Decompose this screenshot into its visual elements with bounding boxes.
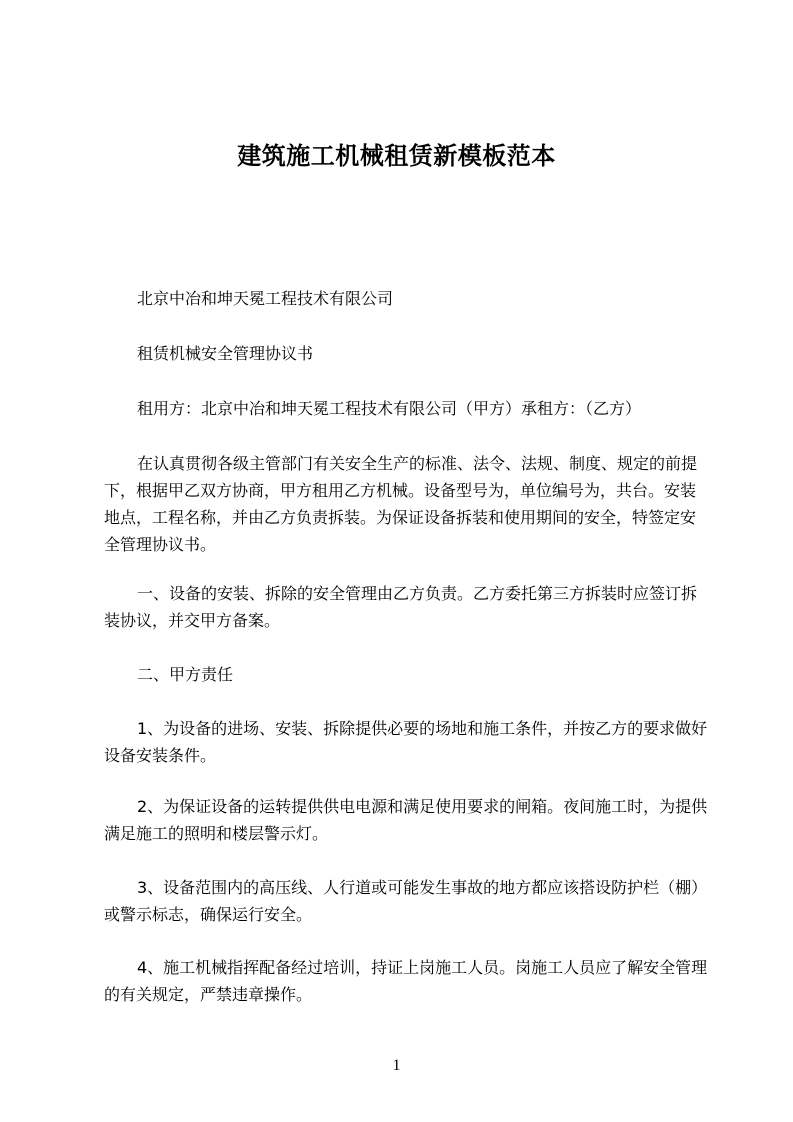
- paragraph-line: 1、为设备的进场、安装、拆除提供必要的场地和施工条件，并按乙方的要求做好: [137, 719, 708, 738]
- paragraph-line: 3、设备范围内的高压线、人行道或可能发生事故的地方都应该搭设防护栏（棚）: [137, 878, 708, 897]
- section-two-heading: 二、甲方责任: [137, 665, 234, 684]
- document-title: 建筑施工机械租赁新模板范本: [237, 142, 556, 170]
- paragraph-line: 装协议，并交甲方备案。: [104, 611, 281, 630]
- page-number: 1: [392, 1057, 401, 1074]
- paragraph-line: 满足施工的照明和楼层警示灯。: [104, 824, 329, 843]
- paragraph-line: 2、为保证设备的运转提供供电电源和满足使用要求的闸箱。夜间施工时，为提供: [137, 797, 708, 816]
- paragraph-line: 在认真贯彻各级主管部门有关安全生产的标准、法令、法规、制度、规定的前提: [137, 454, 698, 473]
- paragraph-line: 设备安装条件。: [104, 746, 217, 765]
- paragraph-line: 4、施工机械指挥配备经过培训，持证上岗施工人员。岗施工人员应了解安全管理: [137, 958, 708, 977]
- company-line: 北京中冶和坤天冕工程技术有限公司: [137, 289, 394, 308]
- agreement-line: 租赁机械安全管理协议书: [137, 344, 314, 363]
- paragraph-line: 或警示标志，确保运行安全。: [104, 905, 313, 924]
- paragraph-line: 一、设备的安装、拆除的安全管理由乙方负责。乙方委托第三方拆装时应签订拆: [137, 584, 698, 603]
- paragraph-line: 地点，工程名称，并由乙方负责拆装。为保证设备拆装和使用期间的安全，特签定安: [104, 508, 697, 527]
- paragraph-line: 全管理协议书。: [104, 535, 217, 554]
- parties-line: 租用方：北京中冶和坤天冕工程技术有限公司（甲方）承租方：（乙方）: [137, 399, 642, 418]
- paragraph-line: 下，根据甲乙双方协商，甲方租用乙方机械。设备型号为，单位编号为，共台。安装: [104, 481, 697, 500]
- paragraph-line: 的有关规定，严禁违章操作。: [104, 985, 313, 1004]
